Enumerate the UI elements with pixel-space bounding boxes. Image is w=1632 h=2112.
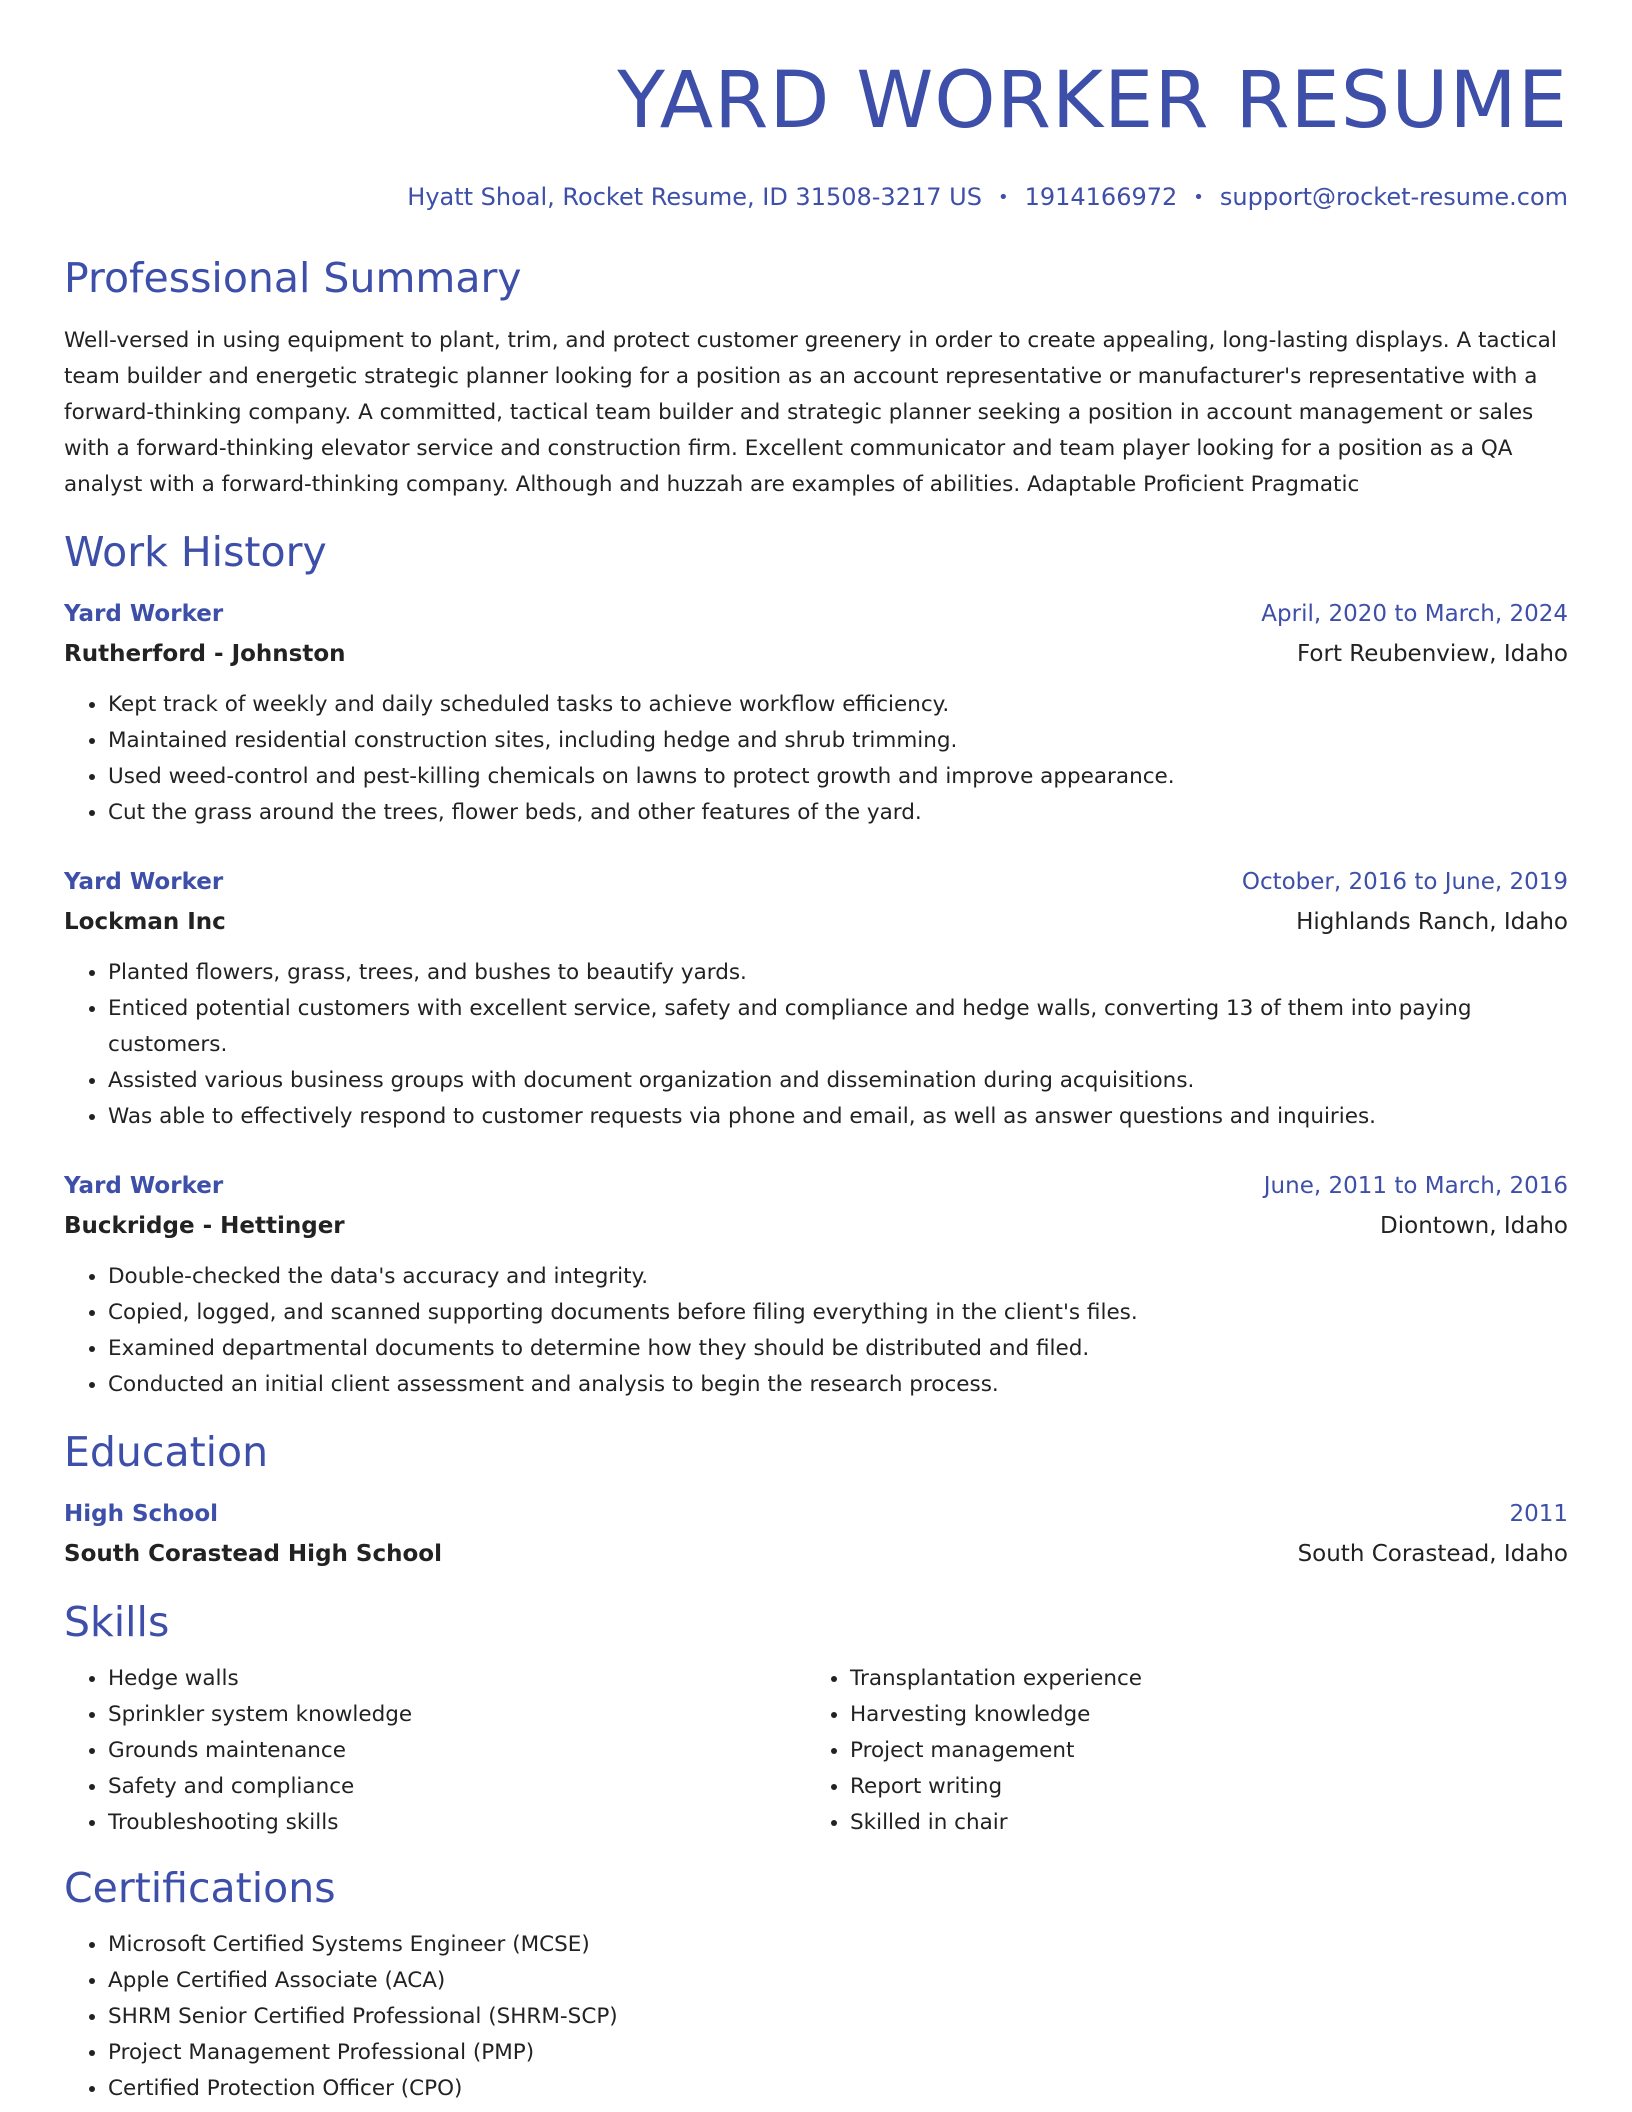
summary-text: Well-versed in using equipment to plant, trim, and protect customer greenery in order to create appealing, long-lasting displays. A tactical team builder and energetic strategic planner looking for a position as an account representative or manufacturer's representative with a forward-thinking company. A committed, tactical team builder and strategic planner seeking a position in account management or sales with a forward-thinking elevator service and construction firm. Excellent communicator and team player looking for a position as a QA analyst with a forward-thinking company. Although and huzzah are examples of abilities. Adaptable Proficient Pragmatic (64, 328, 1557, 497)
job-header-row (64, 599, 1568, 629)
job-dates: October, 2016 to June, 2019 (1241, 869, 1568, 895)
education-degree: High School (64, 1501, 219, 1527)
education-school: South Corastead High School (64, 1541, 442, 1567)
contact-separator: • (1193, 187, 1204, 208)
job-bullet: • Used weed-control and pest-killing chemicals on lawns to protect growth and improve appearance. (108, 759, 1568, 795)
job-company-row (64, 639, 1568, 669)
job-bullet: • Enticed potential customers with excellent service, safety and compliance and hedge walls, converting 13 of them into paying customers. (108, 991, 1568, 1063)
job-header-row (64, 1171, 1568, 1201)
job-dates: June, 2011 to March, 2016 (1263, 1173, 1568, 1199)
skill-item: • Transplantation experience (850, 1661, 1548, 1697)
job-company-row (64, 1211, 1568, 1241)
certification-item: • Apple Certified Associate (ACA) (108, 1963, 1568, 1999)
job-bullet: • Maintained residential construction sites, including hedge and shrub trimming. (108, 723, 1568, 759)
job-company: Lockman Inc (64, 909, 226, 935)
education-school-row (64, 1539, 1568, 1569)
certifications-heading: Certifications (64, 1864, 336, 1912)
certification-item: • Certified Protection Officer (CPO) (108, 2071, 1568, 2107)
job-role: Yard Worker (64, 869, 224, 895)
education-entry (64, 1499, 1568, 1569)
summary-heading: Professional Summary (64, 254, 522, 302)
education-location: South Corastead, Idaho (1297, 1541, 1568, 1567)
resume-title: YARD WORKER RESUME (617, 56, 1568, 146)
job-header-row (64, 867, 1568, 897)
job-entry (64, 1171, 1568, 1403)
contact-address: Hyatt Shoal, Rocket Resume, ID 31508-3217 US (407, 183, 982, 211)
contact-phone: 1914166972 (1024, 183, 1178, 211)
education-heading: Education (64, 1428, 269, 1476)
skills-list (806, 1661, 1548, 1841)
skill-item: • Report writing (850, 1769, 1548, 1805)
skills-columns (64, 1661, 1568, 1841)
skill-item: • Hedge walls (108, 1661, 806, 1697)
job-entry (64, 599, 1568, 831)
job-location: Diontown, Idaho (1380, 1213, 1568, 1239)
certification-item: • Project Management Professional (PMP) (108, 2035, 1568, 2071)
job-location: Fort Reubenview, Idaho (1297, 641, 1568, 667)
certification-item: • Microsoft Certified Systems Engineer (MCSE) (108, 1927, 1568, 1963)
job-bullet: • Assisted various business groups with document organization and dissemination during acquisitions. (108, 1063, 1568, 1099)
job-bullet: • Kept track of weekly and daily scheduled tasks to achieve workflow efficiency. (108, 687, 1568, 723)
job-bullets (64, 1259, 1568, 1403)
contact-line (64, 182, 1568, 213)
skill-item: • Sprinkler system knowledge (108, 1697, 806, 1733)
skills-column-right (806, 1661, 1548, 1841)
skill-item: • Safety and compliance (108, 1769, 806, 1805)
job-bullets (64, 687, 1568, 831)
skills-heading: Skills (64, 1598, 170, 1646)
skills-column-left (64, 1661, 806, 1841)
job-dates: April, 2020 to March, 2024 (1261, 601, 1568, 627)
job-location: Highlands Ranch, Idaho (1296, 909, 1568, 935)
job-bullet: • Copied, logged, and scanned supporting documents before filing everything in the client's files. (108, 1295, 1568, 1331)
job-role: Yard Worker (64, 601, 224, 627)
education-year: 2011 (1509, 1501, 1568, 1527)
job-bullet: • Planted flowers, grass, trees, and bushes to beautify yards. (108, 955, 1568, 991)
skill-item: • Harvesting knowledge (850, 1697, 1548, 1733)
resume-header (64, 0, 1568, 213)
skill-item: • Troubleshooting skills (108, 1805, 806, 1841)
skill-item: • Skilled in chair (850, 1805, 1548, 1841)
job-company: Rutherford - Johnston (64, 641, 346, 667)
certifications-list (64, 1927, 1568, 2107)
work-history-heading: Work History (64, 528, 327, 576)
skill-item: • Grounds maintenance (108, 1733, 806, 1769)
certification-item: • SHRM Senior Certified Professional (SHRM-SCP) (108, 1999, 1568, 2035)
skill-item: • Project management (850, 1733, 1548, 1769)
job-entry (64, 867, 1568, 1135)
contact-email: support@rocket-resume.com (1219, 183, 1568, 211)
job-bullet: • Was able to effectively respond to customer requests via phone and email, as well as answer questions and inquiries. (108, 1099, 1568, 1135)
job-company: Buckridge - Hettinger (64, 1213, 345, 1239)
job-bullet: • Examined departmental documents to determine how they should be distributed and filed. (108, 1331, 1568, 1367)
job-company-row (64, 907, 1568, 937)
job-bullet: • Conducted an initial client assessment and analysis to begin the research process. (108, 1367, 1568, 1403)
contact-separator: • (997, 187, 1009, 208)
job-role: Yard Worker (64, 1173, 224, 1199)
job-bullet: • Double-checked the data's accuracy and integrity. (108, 1259, 1568, 1295)
skills-list (64, 1661, 806, 1841)
job-bullets (64, 955, 1568, 1135)
resume-page (64, 0, 1568, 2107)
job-bullet: • Cut the grass around the trees, flower beds, and other features of the yard. (108, 795, 1568, 831)
education-header-row (64, 1499, 1568, 1529)
